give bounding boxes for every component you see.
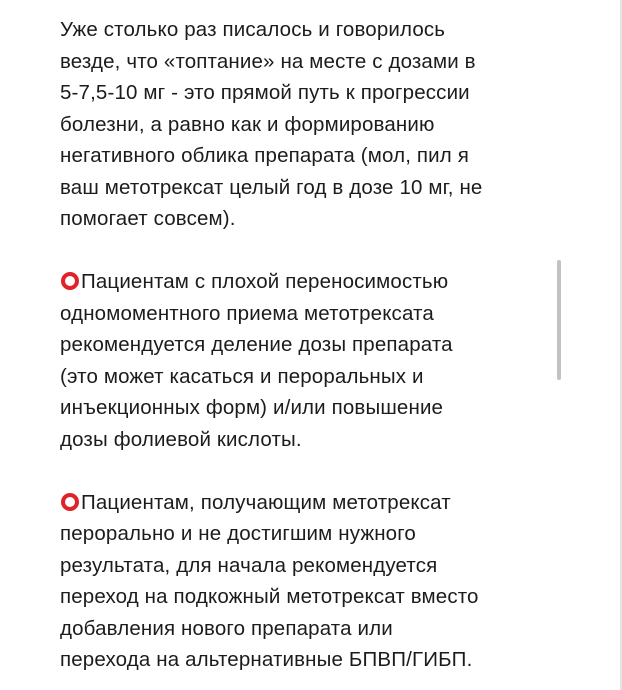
text-line: инъекционных форм) и/или повышение bbox=[60, 396, 444, 419]
text-line: негативного облика препарата (мол, пил я bbox=[60, 144, 469, 167]
text-line: переход на подкожный метотрексат вместо bbox=[60, 585, 479, 608]
text-line: результата, для начала рекомендуется bbox=[60, 553, 438, 577]
text-line: одномоментного приема метотрексата bbox=[60, 301, 434, 325]
red-hollow-circle-icon bbox=[61, 272, 79, 290]
text-line-content: Пациентам, получающим метотрексат bbox=[81, 490, 451, 514]
article-body bbox=[60, 14, 560, 676]
text-line: перорально и не достигшим нужного bbox=[60, 522, 416, 545]
paragraph-poor-tolerance bbox=[60, 266, 560, 455]
text-line: рекомендуется деление дозы препарата bbox=[60, 333, 453, 356]
red-hollow-circle-icon bbox=[61, 493, 79, 511]
text-line: 5-7,5-10 мг - это прямой путь к прогрессии bbox=[60, 81, 470, 104]
text-line: дозы фолиевой кислоты. bbox=[60, 427, 302, 451]
scroll-indicator[interactable] bbox=[557, 260, 561, 380]
text-line bbox=[60, 487, 560, 519]
text-line bbox=[60, 266, 560, 298]
text-line: везде, что «топтание» на месте с дозами в bbox=[60, 49, 476, 73]
text-line-content: Пациентам с плохой переносимостью bbox=[81, 270, 449, 293]
text-line: добавления нового препарата или bbox=[60, 616, 393, 640]
text-line: помогает совсем). bbox=[60, 207, 236, 230]
paragraph-dose-progression bbox=[60, 14, 560, 235]
text-line: (это может касаться и пероральных и bbox=[60, 364, 424, 388]
text-line: Уже столько раз писалось и говорилось bbox=[60, 18, 446, 41]
paragraph-oral-to-subcutaneous bbox=[60, 487, 560, 676]
text-line: перехода на альтернативные БПВП/ГИБП. bbox=[60, 648, 473, 671]
text-line: ваш метотрексат целый год в дозе 10 мг, не bbox=[60, 175, 483, 199]
text-line: болезни, а равно как и формированию bbox=[60, 112, 435, 136]
